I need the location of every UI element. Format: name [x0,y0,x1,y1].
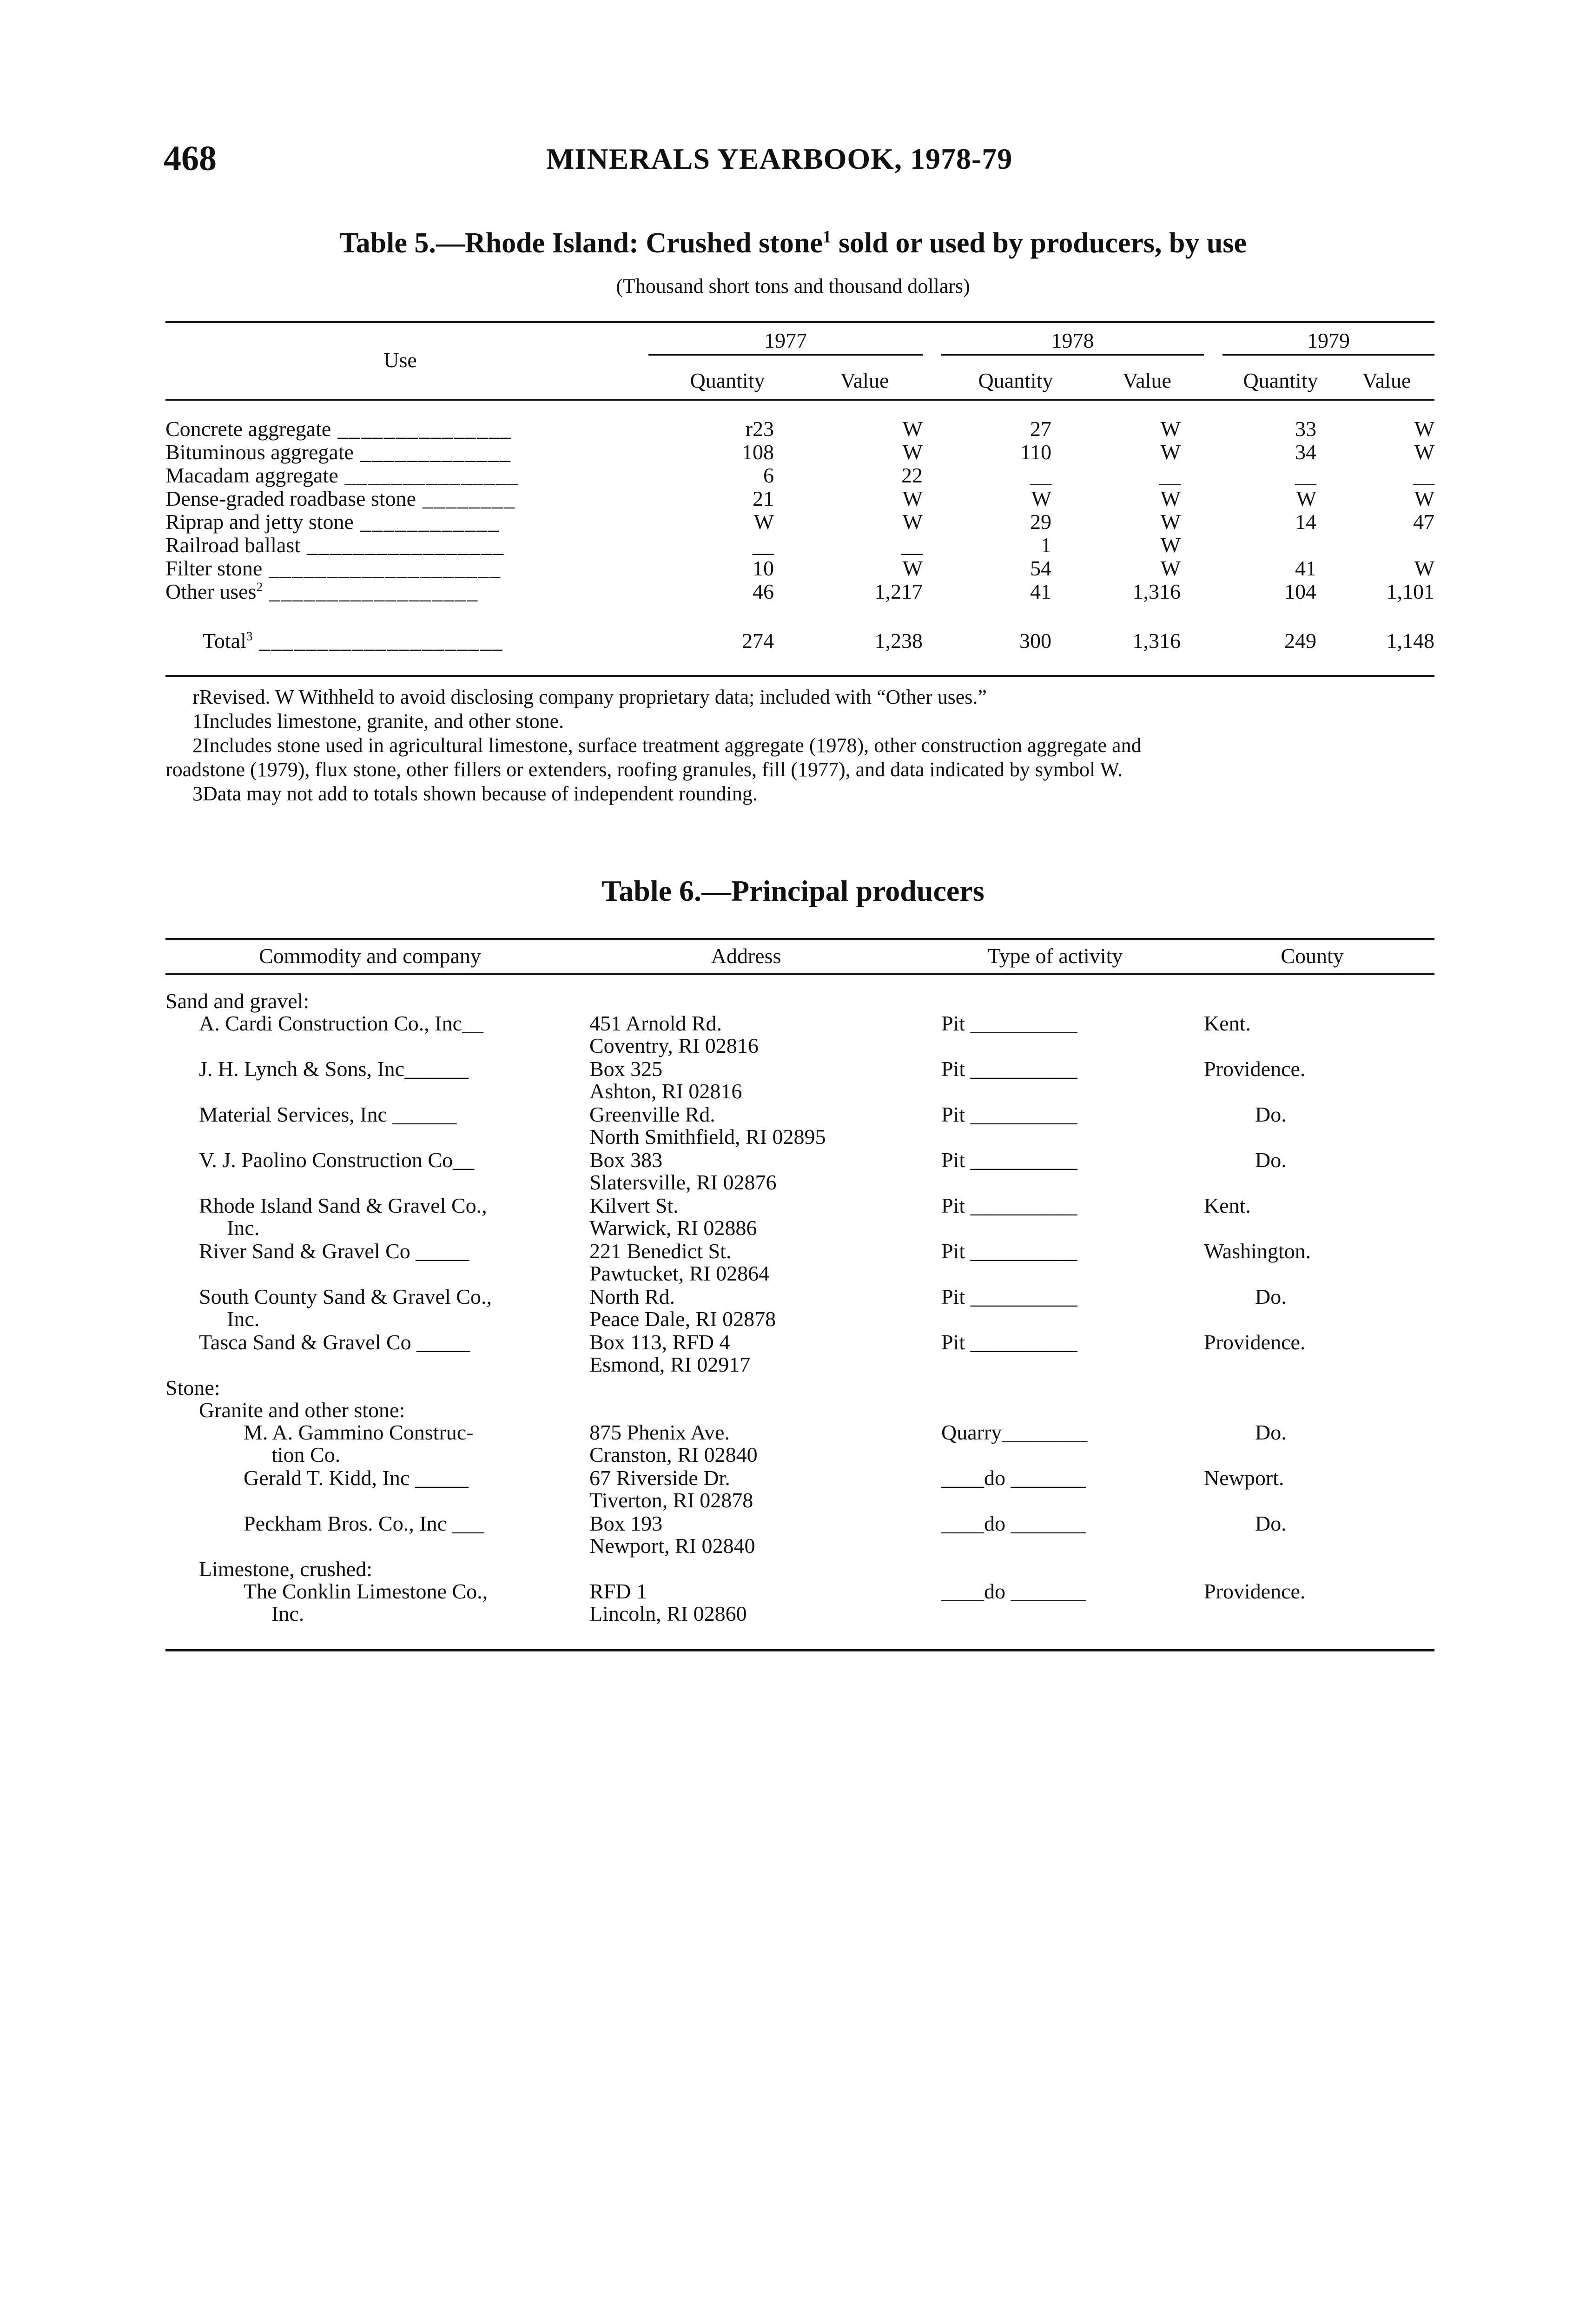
table6-county: Do. [1255,1512,1287,1535]
table5-row-q1979: 34 [1295,440,1316,464]
table5-row-q1978: 29 [1030,510,1051,534]
col-value-1977: Value [840,369,889,392]
table5-row-q1978: 27 [1030,417,1051,441]
table6-company: J. H. Lynch & Sons, Inc______ [199,1057,469,1081]
table5-row-v1978: __ [1159,463,1181,487]
table6-activity: ____do _______ [941,1466,1086,1490]
year-rule [941,354,1204,356]
footnote: roadstone (1979), flux stone, other fillers or extenders, roofing granules, fill (1977), and data indicated by symbol W. [165,758,1123,781]
table6-col-county: County [1281,944,1344,968]
table6-activity: Pit __________ [941,1194,1077,1217]
table5-row-q1978: 1 [1041,533,1051,557]
table5-total-row-q1977: 274 [742,629,774,653]
table6-address: Greenville Rd. [589,1103,715,1126]
table6-activity: Pit __________ [941,1330,1077,1354]
table6-company-cont: tion Co. [271,1443,341,1466]
page-number: 468 [164,139,217,178]
table5-total-row-v1979: 1,148 [1386,629,1434,653]
table6-activity: Pit __________ [941,1148,1077,1172]
table6-company: Sand and gravel: [165,989,310,1013]
table6-address: Newport, RI 02840 [589,1534,755,1558]
table5-year-1978: 1978 [1051,329,1094,352]
table5-row-label: Bituminous aggregate _____________ [165,440,511,464]
table5-row-q1979: __ [1295,463,1316,487]
table6-company: Limestone, crushed: [199,1557,373,1581]
table5-row-label: Riprap and jetty stone ____________ [165,510,500,534]
table5-total-row-v1977: 1,238 [874,629,923,653]
table5-row-label: Railroad ballast _________________ [165,533,504,557]
table6-address: Esmond, RI 02917 [589,1353,751,1376]
table6-address: Box 113, RFD 4 [589,1330,730,1354]
table6-address: Box 325 [589,1057,663,1081]
table5-row-v1979: __ [1413,463,1434,487]
footnote: rRevised. W Withheld to avoid disclosing company proprietary data; included with “Other uses.” [192,686,987,708]
table6-address: Warwick, RI 02886 [589,1216,757,1240]
table5-row-v1977: 1,217 [874,580,923,603]
table5-title: Table 5.—Rhode Island: Crushed stone$^1$ sold or used by producers, by use [339,227,1247,259]
table6-county: Providence. [1204,1057,1306,1081]
table6-address: Tiverton, RI 02878 [589,1488,753,1512]
table6-county: Do. [1255,1285,1287,1308]
footnote: 1Includes limestone, granite, and other stone. [192,710,564,733]
table5-row-v1978: W [1160,510,1181,534]
table6-county: Washington. [1204,1239,1311,1263]
footnote: 3Data may not add to totals shown because of independent rounding. [192,782,758,805]
table5-row-label: Other uses$^2$ __________________ [165,579,479,603]
table6-company: V. J. Paolino Construction Co__ [199,1148,475,1172]
table5-row-v1977: W [902,440,923,464]
table6-col-address: Address [711,944,781,968]
table6-county: Do. [1255,1103,1287,1126]
table5-total-row-q1978: 300 [1019,629,1051,653]
col-value-1979: Value [1362,369,1411,392]
table6-address: North Smithfield, RI 02895 [589,1125,826,1149]
table5-row-q1977: W [753,510,774,534]
table6-county: Do. [1255,1148,1287,1172]
table5-row-q1977: 108 [742,440,774,464]
table5-row-q1977: 21 [753,487,774,510]
table6-address: Lincoln, RI 02860 [589,1602,747,1625]
table6-company: Rhode Island Sand & Gravel Co., [199,1194,487,1217]
table5-row-v1979: W [1414,487,1434,510]
table5-row-label: Macadam aggregate _______________ [165,463,519,487]
table5-row-v1978: 1,316 [1132,580,1181,603]
table5-row-v1978: W [1160,417,1181,441]
table6-company: A. Cardi Construction Co., Inc__ [199,1011,483,1035]
table5-row-q1977: r23 [745,417,774,441]
table5-row-v1978: W [1160,440,1181,464]
table6-company: Stone: [165,1376,220,1400]
table6-col-company: Commodity and company [259,944,481,968]
table5-row-q1979: 104 [1284,580,1316,603]
table5-row-q1978: 41 [1030,580,1051,603]
table6-address: Pawtucket, RI 02864 [589,1261,770,1285]
table5-total-row-v1978: 1,316 [1132,629,1181,653]
table6-county: Providence. [1204,1330,1306,1354]
table6-company: Tasca Sand & Gravel Co _____ [199,1330,470,1354]
table5-year-1979: 1979 [1307,329,1350,352]
table5-row-v1977: W [902,417,923,441]
table6-address: RFD 1 [589,1579,647,1603]
year-rule [648,354,923,356]
table5-row-label: Filter stone ____________________ [165,556,502,580]
table5-row-q1978: 54 [1030,556,1051,580]
table6-activity: Pit __________ [941,1057,1077,1081]
col-quantity-1979: Quantity [1243,369,1318,392]
table6-address: Ashton, RI 02816 [589,1079,742,1103]
table5-row-q1978: __ [1030,463,1051,487]
table6-address: Coventry, RI 02816 [589,1034,759,1057]
table6-address: Kilvert St. [589,1194,679,1217]
table5-row-v1979: W [1414,440,1434,464]
table5-col-use: Use [383,348,417,372]
table6-company: River Sand & Gravel Co _____ [199,1239,469,1263]
table5-row-v1977: W [902,510,923,534]
table6-county: Do. [1255,1420,1287,1444]
table6-address: Peace Dale, RI 02878 [589,1307,776,1331]
table5-row-v1977: W [902,487,923,510]
table6-address: 67 Riverside Dr. [589,1466,730,1490]
table5-row-q1979: 33 [1295,417,1316,441]
table5-row-q1978: 110 [1020,440,1051,464]
table6-activity: Pit __________ [941,1285,1077,1308]
table5-subtitle: (Thousand short tons and thousand dollars) [616,275,970,297]
col-value-1978: Value [1123,369,1171,392]
running-title: MINERALS YEARBOOK, 1978-79 [546,142,1013,175]
table6-address: 221 Benedict St. [589,1239,732,1263]
table5-row-v1978: W [1160,487,1181,510]
table5-row-label: Concrete aggregate _______________ [165,417,512,441]
col-quantity-1977: Quantity [690,369,765,392]
table5-row-q1977: 46 [753,580,774,603]
table5-total-row-label: Total$^3$ _____________________ [203,628,503,653]
table6-county: Providence. [1204,1579,1306,1603]
table5-row-v1977: W [902,556,923,580]
table6-top-rule [165,938,1434,940]
table6-address: Box 193 [589,1512,663,1535]
table5-row-v1977: __ [901,533,923,557]
table6-address: 875 Phenix Ave. [589,1420,730,1444]
table6-county: Newport. [1204,1466,1284,1490]
table6-activity: Pit __________ [941,1011,1077,1035]
table6-county: Kent. [1204,1011,1251,1035]
table6-county: Kent. [1204,1194,1251,1217]
table5-row-q1977: __ [753,533,774,557]
table5-row-q1979: 41 [1295,556,1316,580]
table5-top-rule [165,321,1434,323]
table5-year-1977: 1977 [764,329,807,352]
table6-address: 451 Arnold Rd. [589,1011,722,1035]
table6-col-activity: Type of activity [987,944,1123,968]
table6-title: Table 6.—Principal producers [601,874,985,907]
table5-row-q1978: W [1031,487,1051,510]
table6-address: Box 383 [589,1148,663,1172]
table6-address: Slatersville, RI 02876 [589,1170,777,1194]
table5-row-q1977: 10 [753,556,774,580]
table6-activity: ____do _______ [941,1512,1086,1535]
table6-header-rule [165,973,1434,975]
table5-row-label: Dense-graded roadbase stone ________ [165,487,515,510]
table5-row-q1979: W [1296,487,1316,510]
year-rule [1223,354,1434,356]
table6-company: Granite and other stone: [199,1398,405,1422]
table5-row-v1978: W [1160,533,1181,557]
table5-row-v1978: W [1160,556,1181,580]
table5-bottom-rule [165,675,1434,677]
table6-company: Peckham Bros. Co., Inc ___ [244,1512,484,1535]
table5-row-q1977: 6 [763,463,774,487]
table5-row-v1979: 47 [1413,510,1434,534]
table5-total-row-q1979: 249 [1284,629,1316,653]
table6-bottom-rule [165,1649,1434,1651]
table6-company: Gerald T. Kidd, Inc _____ [244,1466,469,1490]
table6-activity: Quarry________ [941,1420,1088,1444]
table6-company: The Conklin Limestone Co., [244,1579,488,1603]
table5-row-v1977: 22 [901,463,923,487]
table6-company-cont: Inc. [227,1216,260,1240]
table6-address: North Rd. [589,1285,675,1308]
col-quantity-1978: Quantity [978,369,1053,392]
table6-activity: Pit __________ [941,1239,1077,1263]
table5-row-q1979: 14 [1295,510,1316,534]
table6-company: South County Sand & Gravel Co., [199,1285,492,1308]
table5-row-v1979: 1,101 [1386,580,1434,603]
table6-company: Material Services, Inc ______ [199,1103,457,1126]
table6-activity: Pit __________ [941,1103,1077,1126]
table6-company: M. A. Gammino Construc- [244,1420,474,1444]
table5-header-rule [165,399,1434,401]
table6-company-cont: Inc. [271,1602,304,1625]
table6-activity: ____do _______ [941,1579,1086,1603]
table5-row-v1979: W [1414,556,1434,580]
footnote: 2Includes stone used in agricultural limestone, surface treatment aggregate (1978), other construction aggregate and [192,734,1142,757]
table6-address: Cranston, RI 02840 [589,1443,758,1466]
table5-row-v1979: W [1414,417,1434,441]
table6-company-cont: Inc. [227,1307,260,1331]
